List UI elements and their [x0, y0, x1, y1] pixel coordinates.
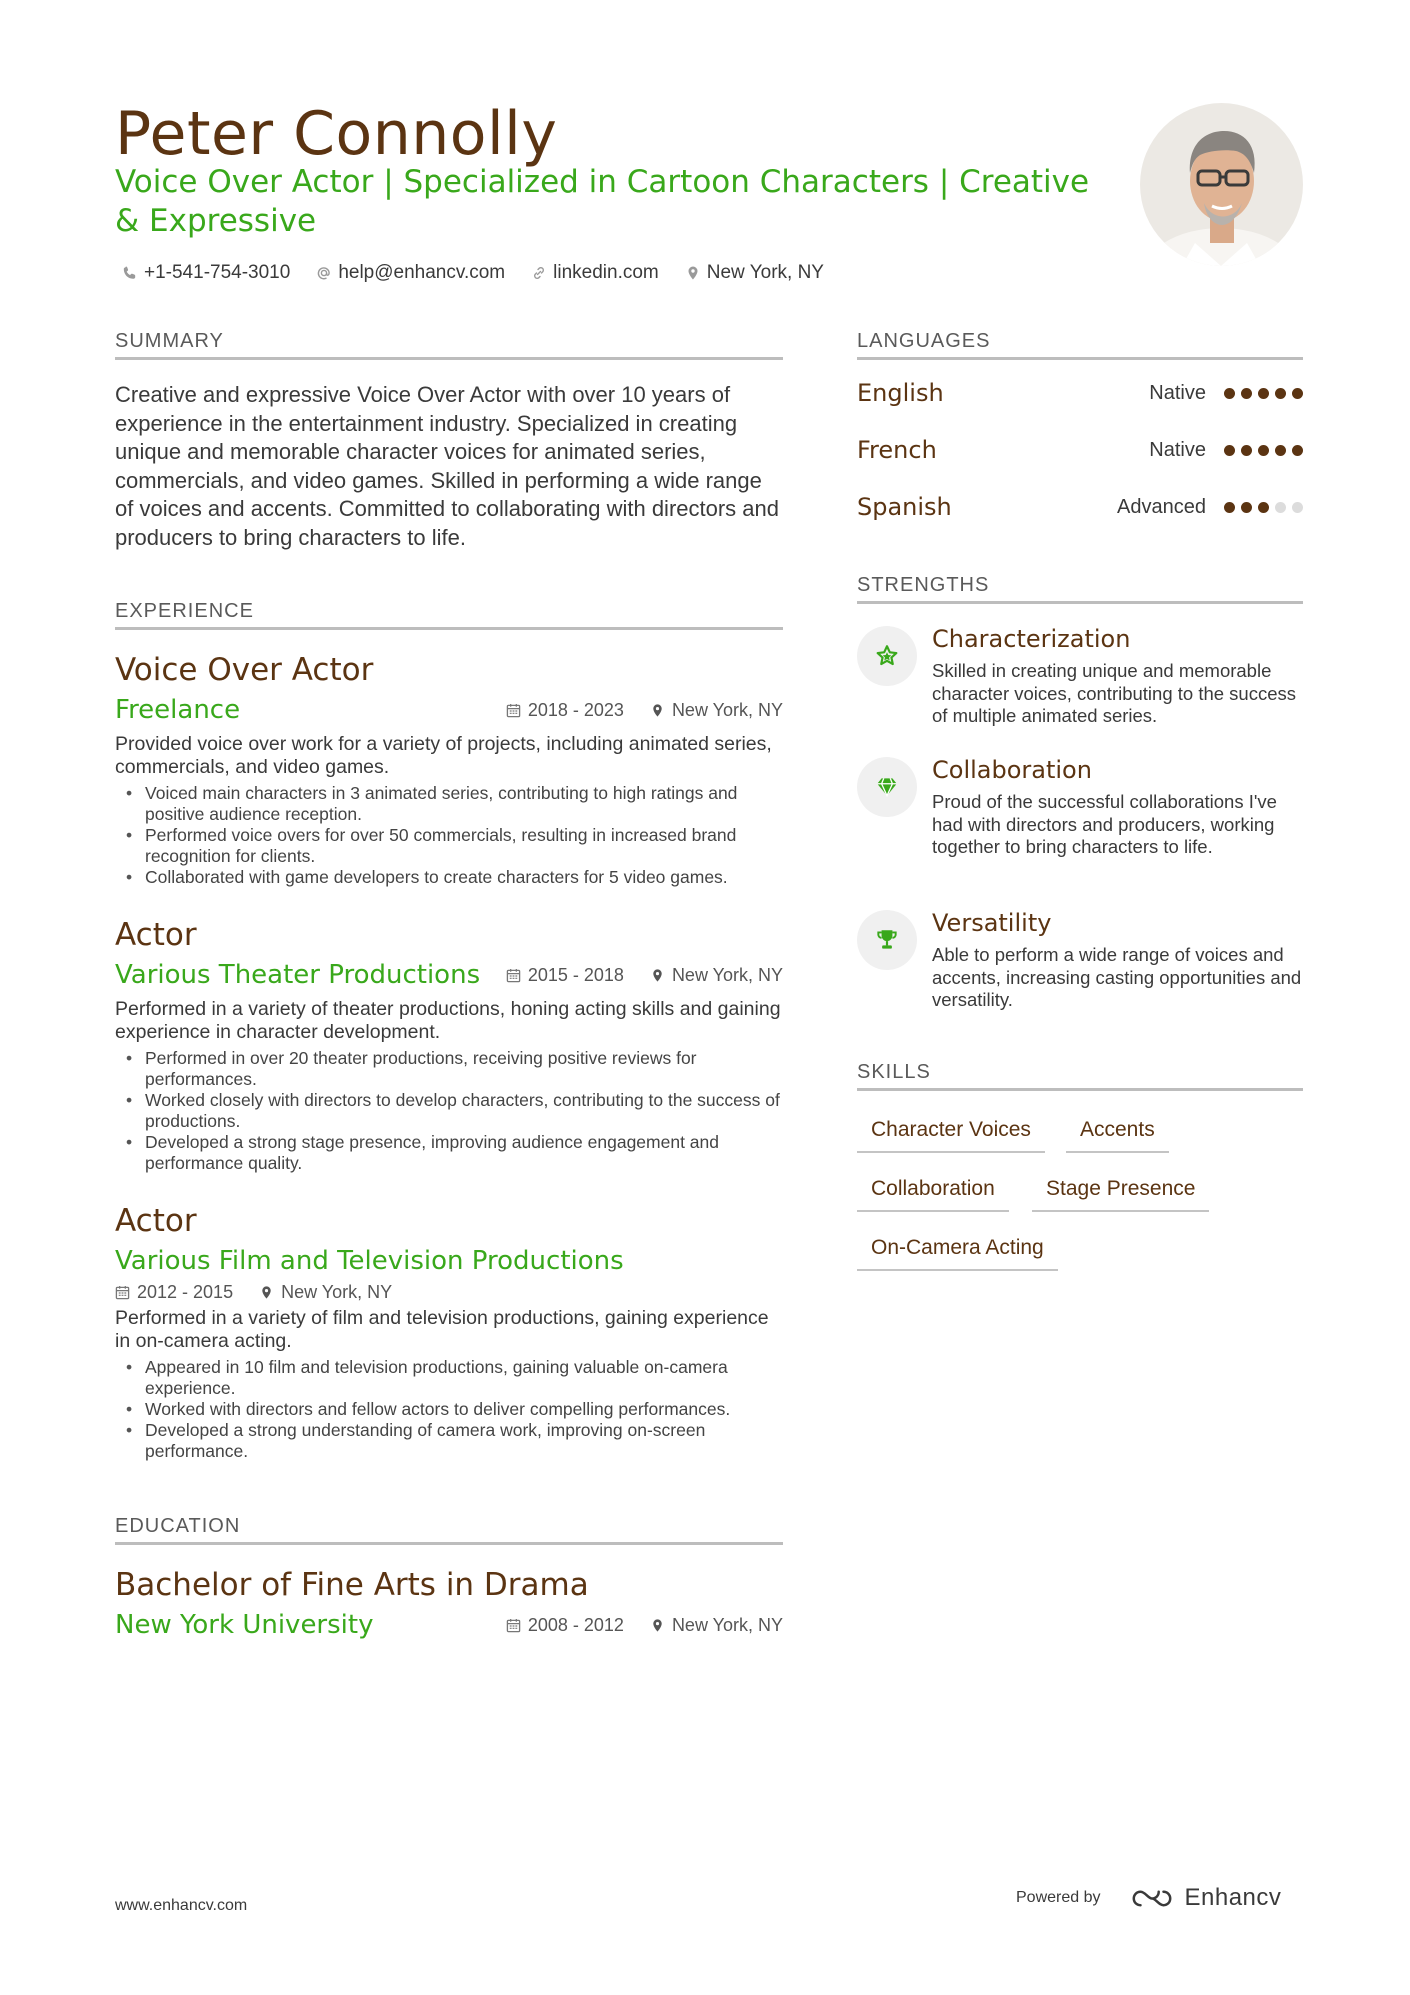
footer-branding [1016, 1884, 1281, 1912]
language-level: Native [1149, 381, 1206, 404]
bullet-item: • Worked closely with directors to develop characters, contributing to the success of productions. [115, 1090, 783, 1132]
rating-dot [1241, 445, 1252, 456]
language-item [857, 493, 1303, 521]
strength-title: Versatility [932, 909, 1052, 937]
education-location: New York, NY [671, 1615, 783, 1635]
job-dates: 2018 - 2023 [527, 700, 624, 720]
section-title-languages: LANGUAGES [857, 330, 1303, 360]
language-rating [1224, 388, 1303, 399]
job-title: Actor [115, 917, 197, 953]
bullet-item: • Developed a strong stage presence, improving audience engagement and performance quality. [115, 1132, 783, 1174]
rating-dot [1275, 445, 1286, 456]
rating-dot [1292, 502, 1303, 513]
job-company: Various Theater Productions [115, 960, 481, 990]
language-rating [1224, 445, 1303, 456]
rating-dot [1224, 445, 1235, 456]
rating-dot [1258, 445, 1269, 456]
strength-item [857, 624, 1303, 734]
language-level: Native [1149, 438, 1206, 461]
degree-title: Bachelor of Fine Arts in Drama [115, 1567, 589, 1603]
strength-item [857, 755, 1303, 885]
job-description: Performed in a variety of film and television productions, gaining experience in on-camera acting. [115, 1307, 769, 1352]
strength-description: Proud of the successful collaborations I've had with directors and producers, working together to bring characters to life. [932, 791, 1277, 857]
powered-by-label: Powered by [1016, 1889, 1101, 1906]
calendar-icon [506, 968, 521, 983]
language-rating [1224, 502, 1303, 513]
language-item [857, 436, 1303, 464]
candidate-name: Peter Connolly [115, 99, 558, 169]
contact-phone[interactable] [122, 262, 290, 284]
rating-dot [1275, 502, 1286, 513]
strength-title: Collaboration [932, 756, 1092, 784]
calendar-icon [506, 703, 521, 718]
brand-name: Enhancv [1184, 1884, 1282, 1911]
location-text: New York, NY [706, 262, 824, 283]
location-pin-icon [650, 1618, 665, 1633]
avatar [1140, 103, 1303, 266]
experience-item [115, 916, 783, 1174]
job-company: Various Film and Television Productions [115, 1246, 624, 1276]
location-pin-icon [650, 703, 665, 718]
rating-dot [1241, 388, 1252, 399]
job-location: New York, NY [671, 700, 783, 720]
language-item [857, 379, 1303, 407]
job-dates: 2015 - 2018 [527, 965, 624, 985]
brand-logo[interactable] [1129, 1884, 1282, 1912]
rating-dot [1258, 502, 1269, 513]
strength-description: Able to perform a wide range of voices and accents, increasing casting opportunities and versatility. [932, 944, 1302, 1010]
rating-dot [1224, 388, 1235, 399]
contact-email[interactable] [316, 262, 505, 284]
contact-location [685, 262, 824, 284]
job-bullets [115, 1357, 783, 1462]
link-icon [531, 265, 547, 281]
strength-item [857, 908, 1303, 1018]
job-location: New York, NY [671, 965, 783, 985]
location-pin-icon [259, 1285, 274, 1300]
experience-item [115, 651, 783, 888]
bullet-item: • Collaborated with game developers to create characters for 5 video games. [115, 867, 783, 888]
strength-title: Characterization [932, 625, 1131, 653]
diamond-icon [874, 774, 900, 800]
skill-tag: Character Voices [857, 1118, 1045, 1153]
bullet-item: • Worked with directors and fellow actors to deliver compelling performances. [115, 1399, 783, 1420]
language-level: Advanced [1117, 495, 1206, 518]
email-text: help@enhancv.com [338, 262, 506, 283]
experience-item [115, 1202, 783, 1462]
calendar-icon [115, 1285, 130, 1300]
education-item [115, 1566, 783, 1642]
skill-tag: Collaboration [857, 1177, 1009, 1212]
bullet-item: • Voiced main characters in 3 animated series, contributing to high ratings and positive audience reception. [115, 783, 783, 825]
section-title-skills: SKILLS [857, 1061, 1303, 1091]
job-company: Freelance [115, 695, 241, 725]
candidate-headline: Voice Over Actor | Specialized in Cartoon Characters | Creative & Expressive [115, 164, 1090, 239]
job-title: Voice Over Actor [115, 652, 374, 688]
skill-tag: Accents [1066, 1118, 1169, 1153]
bullet-item: • Performed voice overs for over 50 commercials, resulting in increased brand recognition for clients. [115, 825, 783, 867]
location-pin-icon [685, 265, 701, 281]
portrait-image [1140, 103, 1303, 266]
section-title-education: EDUCATION [115, 1515, 783, 1545]
linkedin-text: linkedin.com [553, 262, 659, 283]
skill-tag: Stage Presence [1032, 1177, 1209, 1212]
school-name: New York University [115, 1610, 374, 1640]
calendar-icon [506, 1618, 521, 1633]
rating-dot [1275, 388, 1286, 399]
location-pin-icon [650, 968, 665, 983]
bullet-item: • Appeared in 10 film and television productions, gaining valuable on-camera experience. [115, 1357, 783, 1399]
job-bullets [115, 1048, 783, 1174]
rating-dot [1292, 388, 1303, 399]
job-description: Provided voice over work for a variety of projects, including animated series, commercials, and video games. [115, 733, 772, 778]
rating-dot [1258, 388, 1269, 399]
trophy-icon [874, 927, 900, 953]
job-dates: 2012 - 2015 [137, 1282, 234, 1302]
summary-text: Creative and expressive Voice Over Actor with over 10 years of experience in the entertainment industry. Specialized in creating unique and memorable character voices for animated series, commercials, and video games. Skilled in performing a wide range of voices and accents. Committed to collaborating with directors and producers to bring characters to life. [115, 382, 779, 550]
job-description: Performed in a variety of theater productions, honing acting skills and gaining experience in character development. [115, 998, 781, 1043]
phone-text: +1-541-754-3010 [144, 262, 291, 283]
strength-description: Skilled in creating unique and memorable character voices, contributing to the success of multiple animated series. [932, 660, 1297, 726]
at-icon [316, 265, 332, 281]
bullet-item: • Developed a strong understanding of camera work, improving on-screen performance. [115, 1420, 783, 1462]
section-title-strengths: STRENGTHS [857, 574, 1303, 604]
rating-dot [1224, 502, 1235, 513]
section-title-experience: EXPERIENCE [115, 600, 783, 630]
contact-bar [122, 262, 824, 284]
job-title: Actor [115, 1203, 197, 1239]
language-name: French [857, 436, 937, 464]
bullet-item: • Performed in over 20 theater productions, receiving positive reviews for performances. [115, 1048, 783, 1090]
phone-icon [122, 265, 138, 281]
contact-linkedin[interactable] [531, 262, 659, 284]
skill-tag: On-Camera Acting [857, 1236, 1058, 1271]
job-bullets [115, 783, 783, 888]
job-location: New York, NY [281, 1282, 393, 1302]
section-title-summary: SUMMARY [115, 330, 783, 360]
language-name: Spanish [857, 493, 952, 521]
language-name: English [857, 379, 944, 407]
rating-dot [1292, 445, 1303, 456]
footer-website[interactable]: www.enhancv.com [115, 1897, 248, 1914]
education-dates: 2008 - 2012 [527, 1615, 624, 1635]
star-icon [874, 643, 900, 669]
rating-dot [1241, 502, 1252, 513]
enhancv-logo-icon [1129, 1887, 1175, 1910]
